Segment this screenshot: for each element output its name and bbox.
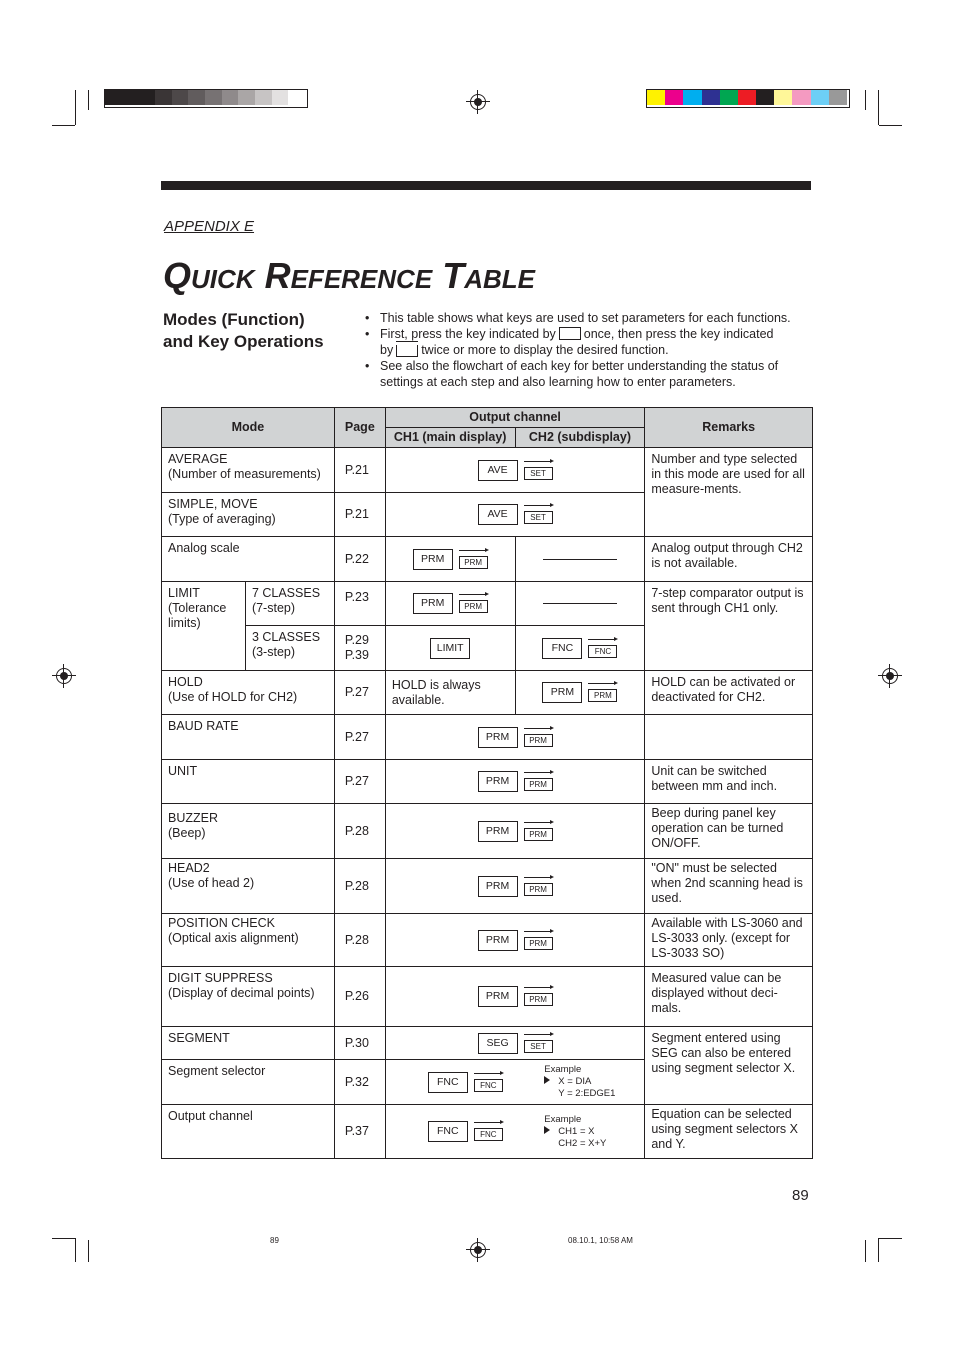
table-row: LIMIT (Tolerance limits) 7 CLASSES (7-step) P.23 PRM PRM 7-step comparator output is sent through CH1 only. xyxy=(162,582,813,626)
color-swatch xyxy=(122,90,139,105)
table-row: Analog scale P.22 PRM PRM Analog output through CH2 is not available. xyxy=(162,537,813,582)
color-swatch xyxy=(172,90,189,105)
registration-mark xyxy=(470,1242,486,1258)
prm-key-icon: PRM xyxy=(478,876,518,897)
crop-mark xyxy=(865,1240,866,1262)
color-swatch xyxy=(255,90,272,105)
color-swatch xyxy=(665,90,683,105)
registration-mark xyxy=(882,668,898,684)
bullet-item: • See also the flowchart of each key for better understanding the status of settings at each step and also learning how to enter parameters. xyxy=(365,358,815,390)
section-title: Modes (Function) and Key Operations xyxy=(163,310,324,351)
set-key-icon: SET xyxy=(524,511,553,524)
color-swatch xyxy=(155,90,172,105)
prm-key-icon: PRM xyxy=(478,821,518,842)
color-swatch xyxy=(683,90,701,105)
header-remarks: Remarks xyxy=(645,408,813,448)
table-row: DIGIT SUPPRESS (Display of decimal points) P.26 PRM PRM Measured value can be displayed without deci-mals. xyxy=(162,967,813,1027)
set-key-icon: SET xyxy=(524,467,553,480)
prm-key-icon: PRM xyxy=(478,727,518,748)
crop-mark xyxy=(879,125,902,126)
intro-bullets xyxy=(365,310,815,390)
fnc-small-key-icon: FNC xyxy=(474,1128,503,1141)
registration-mark xyxy=(470,94,486,110)
prm-small-key-icon: PRM xyxy=(524,734,553,747)
prm-small-key-icon: PRM xyxy=(524,828,553,841)
crop-mark xyxy=(88,90,89,110)
color-swatch xyxy=(720,90,738,105)
color-swatch xyxy=(238,90,255,105)
table-row: BUZZER (Beep) P.28 PRM PRM Beep during panel key operation can be turned ON/OFF. xyxy=(162,804,813,859)
color-swatch xyxy=(288,90,305,105)
table-row: AVERAGE (Number of measurements) P.21 AVE SET Number and type selected in this mode are used for all measure-ments. xyxy=(162,448,813,493)
triangle-arrow-icon xyxy=(544,1126,550,1134)
color-swatch xyxy=(811,90,829,105)
bullet-item: • This table shows what keys are used to set parameters for each functions. xyxy=(365,310,815,326)
prm-key-icon: PRM xyxy=(413,593,453,614)
color-swatch xyxy=(188,90,205,105)
seg-key-icon: SEG xyxy=(478,1033,518,1054)
table-row: 3 CLASSES (3-step) P.29 P.39 LIMIT FNC FNC xyxy=(162,626,813,671)
fnc-key-icon: FNC xyxy=(428,1121,468,1142)
key-symbol-icon xyxy=(559,327,581,340)
crop-mark xyxy=(52,125,75,126)
header-output: Output channel xyxy=(385,408,645,428)
appendix-label: APPENDIX E xyxy=(164,218,255,235)
header-rule xyxy=(161,181,811,190)
color-swatch xyxy=(205,90,222,105)
color-swatch xyxy=(774,90,792,105)
page-title: QUICK REFERENCE TABLE xyxy=(163,255,535,296)
prm-key-icon: PRM xyxy=(478,771,518,792)
not-available-dash xyxy=(543,603,617,604)
header-mode: Mode xyxy=(162,408,335,448)
crop-mark xyxy=(52,1238,75,1239)
bullet-item: • First, press the key indicated by once, then press the key indicated by twice or more to display the desired function. xyxy=(365,326,815,358)
ave-key-icon: AVE xyxy=(478,460,518,481)
color-swatch xyxy=(792,90,810,105)
example-note: Example X = DIA Y = 2:EDGE1 xyxy=(544,1064,616,1099)
crop-mark xyxy=(878,90,879,125)
table-row: Output channel P.37 FNC FNC Example CH1 = X CH2 = X+Y Equation can be selected using segment selectors X and Y. xyxy=(162,1105,813,1159)
table-row: BAUD RATE P.27 PRM PRM xyxy=(162,715,813,760)
registration-mark xyxy=(56,668,72,684)
triangle-arrow-icon xyxy=(544,1076,550,1084)
prm-small-key-icon: PRM xyxy=(459,600,488,613)
table-row: Segment selector P.32 FNC FNC Example X = DIA Y = 2:EDGE1 xyxy=(162,1060,813,1105)
prm-small-key-icon: PRM xyxy=(459,556,488,569)
prm-small-key-icon: PRM xyxy=(524,778,553,791)
prm-key-icon: PRM xyxy=(413,549,453,570)
example-note: Example CH1 = X CH2 = X+Y xyxy=(544,1113,607,1149)
color-swatch xyxy=(829,90,847,105)
color-swatch xyxy=(647,90,665,105)
color-swatch xyxy=(138,90,155,105)
crop-mark xyxy=(75,90,76,125)
color-swatch xyxy=(702,90,720,105)
prm-small-key-icon: PRM xyxy=(524,937,553,950)
color-swatch xyxy=(738,90,756,105)
table-row: SEGMENT P.30 SEG SET Segment entered using SEG can also be entered using segment selector X. xyxy=(162,1027,813,1060)
prm-key-icon: PRM xyxy=(542,682,582,703)
prm-small-key-icon: PRM xyxy=(524,883,553,896)
color-swatch xyxy=(756,90,774,105)
ave-key-icon: AVE xyxy=(478,504,518,525)
slug-timestamp: 08.10.1, 10:58 AM xyxy=(568,1236,633,1245)
not-available-dash xyxy=(543,559,617,560)
crop-mark xyxy=(878,1238,879,1262)
table-row: HEAD2 (Use of head 2) P.28 PRM PRM "ON" must be selected when 2nd scanning head is used. xyxy=(162,859,813,914)
table-row: POSITION CHECK (Optical axis alignment) P.28 PRM PRM Available with LS-3060 and LS-3033 only. (except for LS-3033 SO) xyxy=(162,914,813,967)
color-swatch xyxy=(105,90,122,105)
fnc-key-icon: FNC xyxy=(542,638,582,659)
prm-key-icon: PRM xyxy=(478,986,518,1007)
reference-table xyxy=(161,407,813,1159)
table-row: UNIT P.27 PRM PRM Unit can be switched between mm and inch. xyxy=(162,760,813,804)
header-page: Page xyxy=(334,408,385,448)
color-swatch xyxy=(222,90,239,105)
crop-mark xyxy=(879,1238,902,1239)
header-ch2: CH2 (subdisplay) xyxy=(515,428,645,448)
prm-small-key-icon: PRM xyxy=(524,993,553,1006)
fnc-key-icon: FNC xyxy=(428,1072,468,1093)
fnc-small-key-icon: FNC xyxy=(474,1079,503,1092)
table-row: HOLD (Use of HOLD for CH2) P.27 HOLD is always available. PRM PRM HOLD can be activated or deactivated for CH2. xyxy=(162,671,813,715)
crop-mark xyxy=(88,1240,89,1262)
limit-key-icon: LIMIT xyxy=(430,638,470,659)
fnc-small-key-icon: FNC xyxy=(588,645,617,658)
key-repeat-symbol-icon xyxy=(396,345,418,357)
header-ch1: CH1 (main display) xyxy=(385,428,515,448)
crop-mark xyxy=(75,1238,76,1262)
table-row: SIMPLE, MOVE (Type of averaging) P.21 AVE SET xyxy=(162,493,813,537)
prm-small-key-icon: PRM xyxy=(588,689,617,702)
page-number: 89 xyxy=(792,1187,809,1204)
color-swatch xyxy=(272,90,289,105)
set-key-icon: SET xyxy=(524,1040,553,1053)
prm-key-icon: PRM xyxy=(478,930,518,951)
crop-mark xyxy=(865,90,866,110)
slug-page: 89 xyxy=(270,1236,279,1245)
